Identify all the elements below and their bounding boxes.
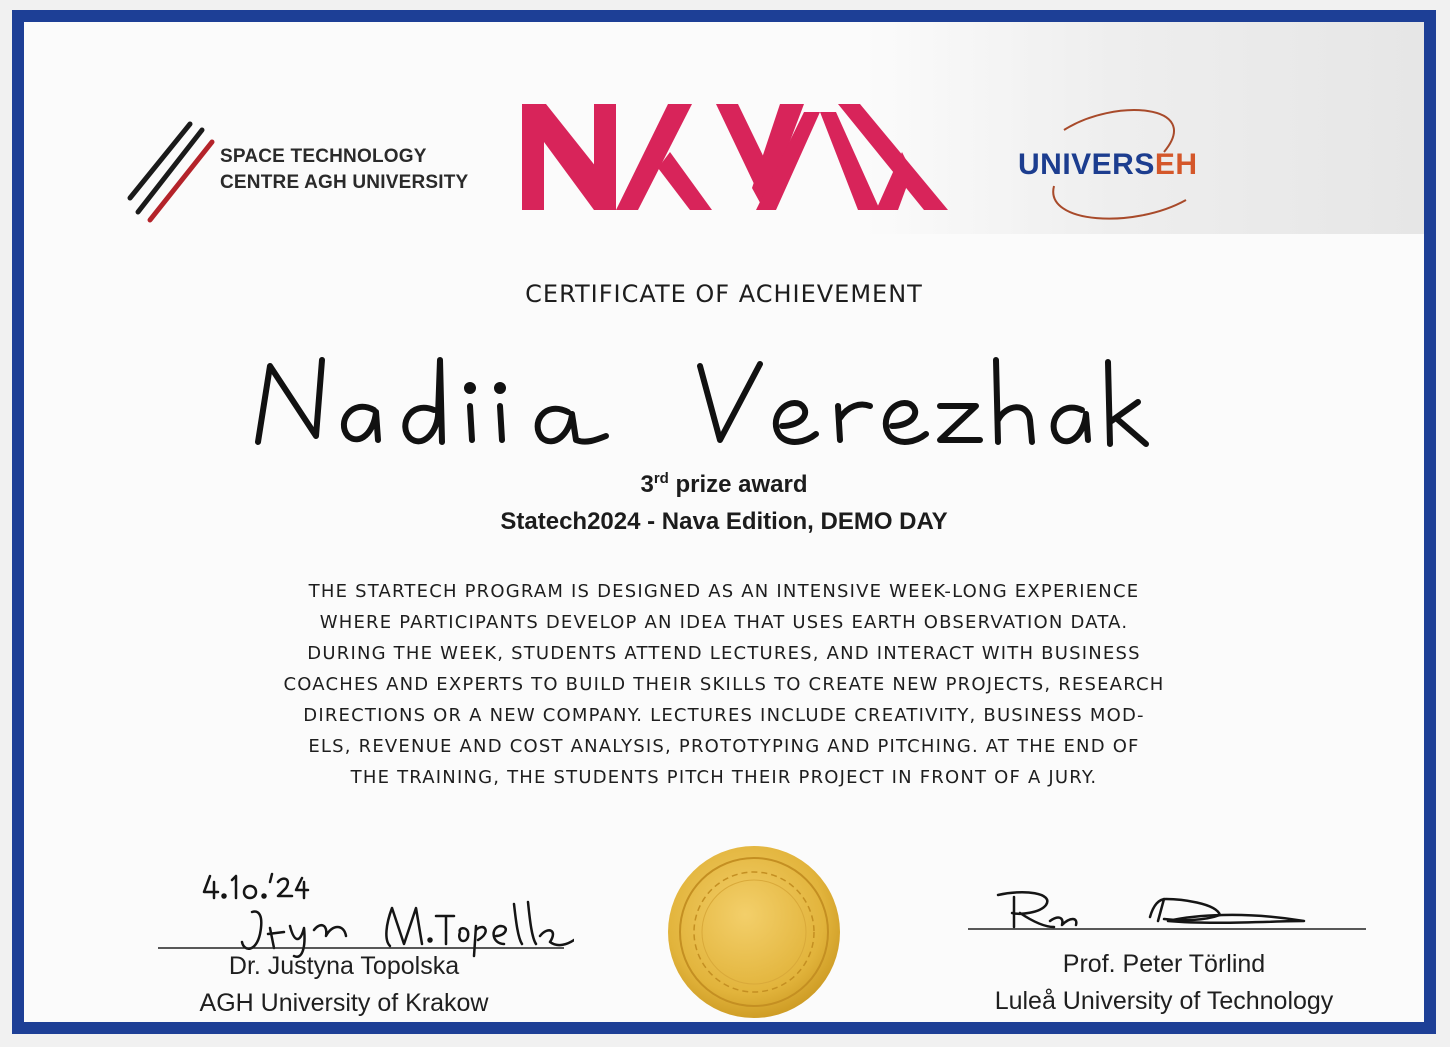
gold-seal-icon	[664, 842, 844, 1022]
description-line: COACHES AND EXPERTS TO BUILD THEIR SKILLS TO CREATE NEW PROJECTS, RESEARCH	[283, 674, 1165, 695]
prize-ordinal: 3	[640, 471, 654, 498]
left-signer-institution: AGH University of Krakow	[199, 989, 489, 1017]
certificate-frame	[12, 10, 1436, 1034]
description-line: DIRECTIONS OR A NEW COMPANY. LECTURES INCLUDE CREATIVITY, BUSINESS MOD-	[303, 705, 1145, 726]
universeh-logo-text	[1018, 148, 1198, 182]
prize-award	[24, 470, 1424, 499]
program-description	[266, 576, 1182, 793]
right-signer-institution: Luleå University of Technology	[994, 987, 1334, 1015]
stc-logo-text	[220, 144, 468, 196]
description-line: ELS, REVENUE AND COST ANALYSIS, PROTOTYPING AND PITCHING. AT THE END OF	[308, 736, 1140, 757]
right-signer-name: Prof. Peter Törlind	[1062, 950, 1266, 978]
stc-logo-line2: CENTRE AGH UNIVERSITY	[220, 172, 469, 193]
universeh-text-b: EH	[1154, 148, 1198, 181]
nava-logo	[520, 102, 950, 214]
left-signer	[154, 948, 534, 1022]
prize-ordinal-suffix: rd	[653, 470, 669, 487]
universeh-text-a: UNIVERS	[1018, 148, 1155, 181]
stc-logo-line1: SPACE TECHNOLOGY	[220, 146, 427, 167]
left-signature	[134, 852, 574, 962]
description-line: THE STARTECH PROGRAM IS DESIGNED AS AN INTENSIVE WEEK-LONG EXPERIENCE	[308, 581, 1140, 602]
prize-text: prize award	[675, 471, 808, 498]
left-signer-name: Dr. Justyna Topolska	[228, 952, 460, 980]
description-line: WHERE PARTICIPANTS DEVELOP AN IDEA THAT USES EARTH OBSERVATION DATA.	[319, 612, 1129, 633]
right-signer	[954, 946, 1374, 1020]
right-signature	[954, 877, 1374, 947]
recipient-name-handwriting	[224, 340, 1164, 470]
description-line: DURING THE WEEK, STUDENTS ATTEND LECTURES, AND INTERACT WITH BUSINESS	[307, 643, 1141, 664]
certificate-title: CERTIFICATE OF ACHIEVEMENT	[525, 280, 923, 308]
event-title: Statech2024 - Nava Edition, DEMO DAY	[500, 508, 948, 535]
description-line: THE TRAINING, THE STUDENTS PITCH THEIR PROJECT IN FRONT OF A JURY.	[350, 767, 1098, 788]
